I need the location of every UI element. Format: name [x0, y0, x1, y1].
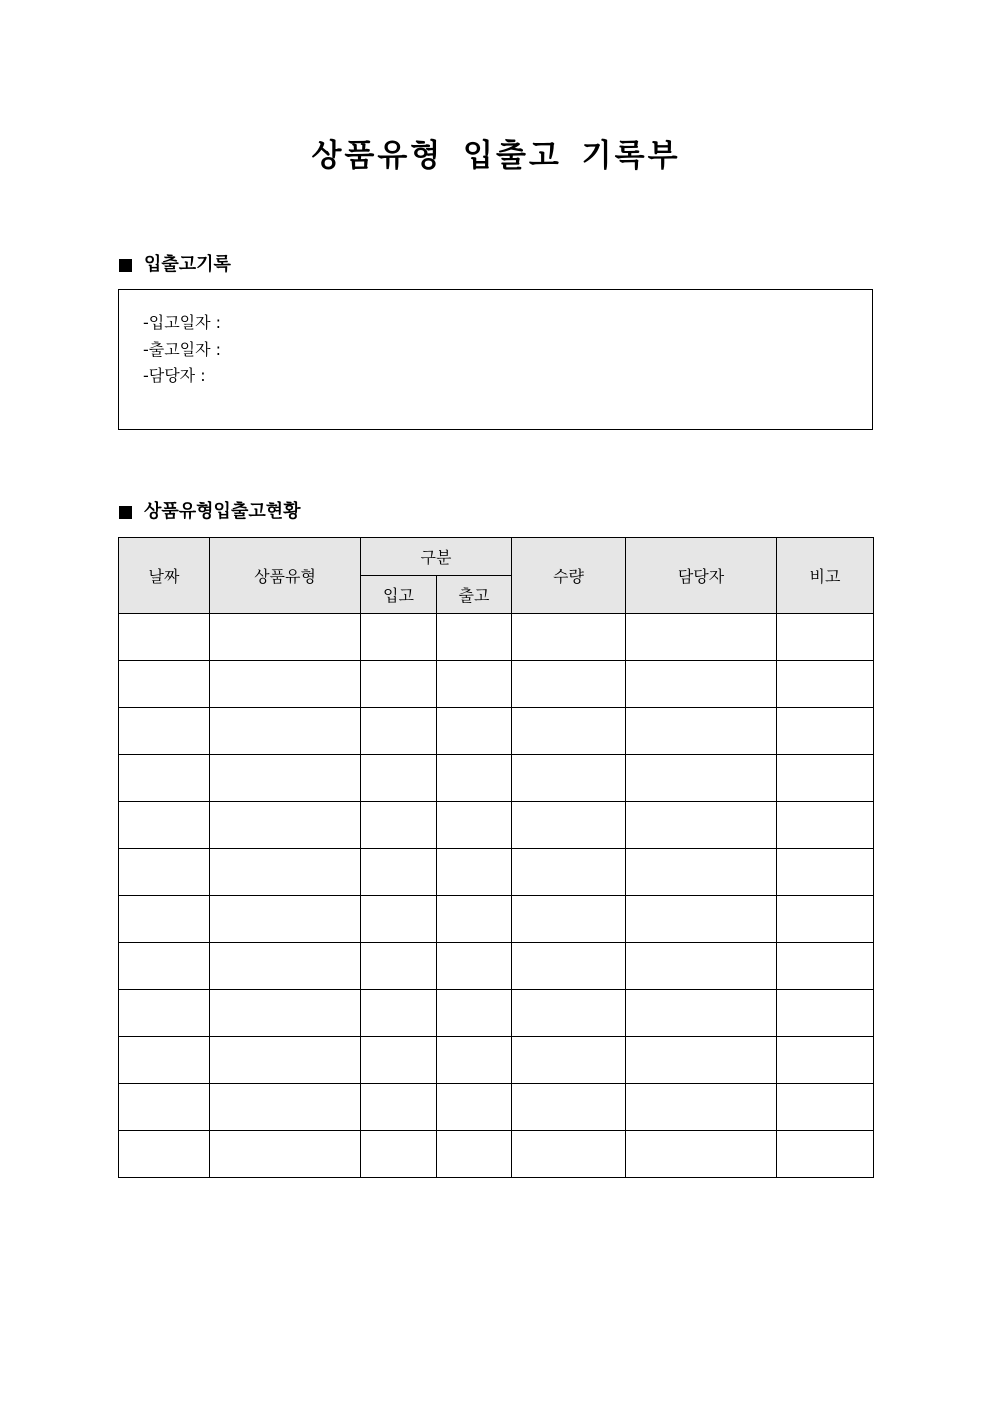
inbound-cell[interactable]	[361, 1131, 437, 1178]
remarks-cell[interactable]	[777, 614, 874, 661]
quantity-cell[interactable]	[512, 1084, 626, 1131]
inbound-cell[interactable]	[361, 755, 437, 802]
date-cell[interactable]	[119, 1037, 210, 1084]
date-cell[interactable]	[119, 943, 210, 990]
remarks-cell[interactable]	[777, 708, 874, 755]
quantity-cell[interactable]	[512, 755, 626, 802]
product-type-cell[interactable]	[210, 708, 361, 755]
outbound-cell[interactable]	[437, 755, 512, 802]
product-type-cell[interactable]	[210, 1037, 361, 1084]
product-type-cell[interactable]	[210, 1084, 361, 1131]
section-heading-label: 상품유형입출고현황	[144, 501, 301, 522]
remarks-cell[interactable]	[777, 661, 874, 708]
col-header-remarks: 비고	[777, 538, 874, 614]
outbound-date-field[interactable]: -출고일자 :	[143, 339, 222, 359]
inbound-cell[interactable]	[361, 849, 437, 896]
outbound-cell[interactable]	[437, 990, 512, 1037]
inbound-cell[interactable]	[361, 990, 437, 1037]
manager-cell[interactable]	[626, 755, 777, 802]
outbound-cell[interactable]	[437, 943, 512, 990]
manager-cell[interactable]	[626, 614, 777, 661]
inbound-cell[interactable]	[361, 1037, 437, 1084]
inbound-cell[interactable]	[361, 1084, 437, 1131]
quantity-cell[interactable]	[512, 849, 626, 896]
outbound-cell[interactable]	[437, 1131, 512, 1178]
section-heading-status	[119, 500, 301, 524]
inbound-cell[interactable]	[361, 614, 437, 661]
date-cell[interactable]	[119, 802, 210, 849]
outbound-cell[interactable]	[437, 802, 512, 849]
quantity-cell[interactable]	[512, 614, 626, 661]
remarks-cell[interactable]	[777, 849, 874, 896]
square-bullet-icon	[119, 506, 132, 519]
quantity-cell[interactable]	[512, 802, 626, 849]
date-cell[interactable]	[119, 614, 210, 661]
page-title: 상품유형 입출고 기록부	[311, 138, 681, 174]
quantity-cell[interactable]	[512, 896, 626, 943]
inbound-cell[interactable]	[361, 708, 437, 755]
product-type-cell[interactable]	[210, 849, 361, 896]
manager-cell[interactable]	[626, 708, 777, 755]
col-header-inbound: 입고	[361, 576, 437, 614]
outbound-cell[interactable]	[437, 614, 512, 661]
table-row	[119, 614, 874, 661]
table-row	[119, 1131, 874, 1178]
col-header-category: 구분	[361, 538, 512, 576]
manager-cell[interactable]	[626, 802, 777, 849]
inbound-cell[interactable]	[361, 661, 437, 708]
product-type-cell[interactable]	[210, 614, 361, 661]
col-header-quantity: 수량	[512, 538, 626, 614]
table-row	[119, 802, 874, 849]
date-cell[interactable]	[119, 849, 210, 896]
date-cell[interactable]	[119, 990, 210, 1037]
date-cell[interactable]	[119, 708, 210, 755]
quantity-cell[interactable]	[512, 1131, 626, 1178]
inbound-cell[interactable]	[361, 943, 437, 990]
table-row	[119, 1084, 874, 1131]
table-row	[119, 1037, 874, 1084]
product-type-cell[interactable]	[210, 943, 361, 990]
table-row	[119, 849, 874, 896]
remarks-cell[interactable]	[777, 1131, 874, 1178]
quantity-cell[interactable]	[512, 661, 626, 708]
remarks-cell[interactable]	[777, 802, 874, 849]
date-cell[interactable]	[119, 755, 210, 802]
table-body	[119, 614, 874, 1178]
section-heading-record	[119, 253, 231, 277]
product-type-cell[interactable]	[210, 1131, 361, 1178]
quantity-cell[interactable]	[512, 1037, 626, 1084]
quantity-cell[interactable]	[512, 990, 626, 1037]
manager-cell[interactable]	[626, 1131, 777, 1178]
outbound-cell[interactable]	[437, 896, 512, 943]
table-row	[119, 755, 874, 802]
remarks-cell[interactable]	[777, 943, 874, 990]
section-heading-label: 입출고기록	[144, 254, 231, 275]
manager-cell[interactable]	[626, 990, 777, 1037]
table-row	[119, 990, 874, 1037]
inbound-date-field[interactable]: -입고일자 :	[143, 313, 222, 332]
remarks-cell[interactable]	[777, 896, 874, 943]
col-header-date: 날짜	[119, 538, 210, 614]
date-cell[interactable]	[119, 896, 210, 943]
manager-cell[interactable]	[626, 1084, 777, 1131]
outbound-cell[interactable]	[437, 1037, 512, 1084]
manager-cell[interactable]	[626, 896, 777, 943]
outbound-cell[interactable]	[437, 849, 512, 896]
manager-cell[interactable]	[626, 849, 777, 896]
outbound-cell[interactable]	[437, 708, 512, 755]
col-header-product-type: 상품유형	[210, 538, 361, 614]
date-cell[interactable]	[119, 1084, 210, 1131]
inbound-cell[interactable]	[361, 802, 437, 849]
table-row	[119, 661, 874, 708]
table-row	[119, 943, 874, 990]
manager-field[interactable]: -담당자 :	[143, 366, 206, 385]
remarks-cell[interactable]	[777, 1084, 874, 1131]
table-row	[119, 896, 874, 943]
remarks-cell[interactable]	[777, 990, 874, 1037]
table-row	[119, 708, 874, 755]
outbound-cell[interactable]	[437, 1084, 512, 1131]
square-bullet-icon	[119, 259, 132, 272]
date-cell[interactable]	[119, 1131, 210, 1178]
product-type-cell[interactable]	[210, 755, 361, 802]
manager-cell[interactable]	[626, 1037, 777, 1084]
quantity-cell[interactable]	[512, 943, 626, 990]
manager-cell[interactable]	[626, 661, 777, 708]
product-type-cell[interactable]	[210, 661, 361, 708]
product-type-cell[interactable]	[210, 802, 361, 849]
outbound-cell[interactable]	[437, 661, 512, 708]
quantity-cell[interactable]	[512, 708, 626, 755]
remarks-cell[interactable]	[777, 755, 874, 802]
inout-status-table	[118, 537, 874, 1178]
date-cell[interactable]	[119, 661, 210, 708]
col-header-manager: 담당자	[626, 538, 777, 614]
col-header-outbound: 출고	[437, 576, 512, 614]
record-info-box	[118, 289, 873, 430]
remarks-cell[interactable]	[777, 1037, 874, 1084]
inbound-cell[interactable]	[361, 896, 437, 943]
product-type-cell[interactable]	[210, 896, 361, 943]
manager-cell[interactable]	[626, 943, 777, 990]
product-type-cell[interactable]	[210, 990, 361, 1037]
